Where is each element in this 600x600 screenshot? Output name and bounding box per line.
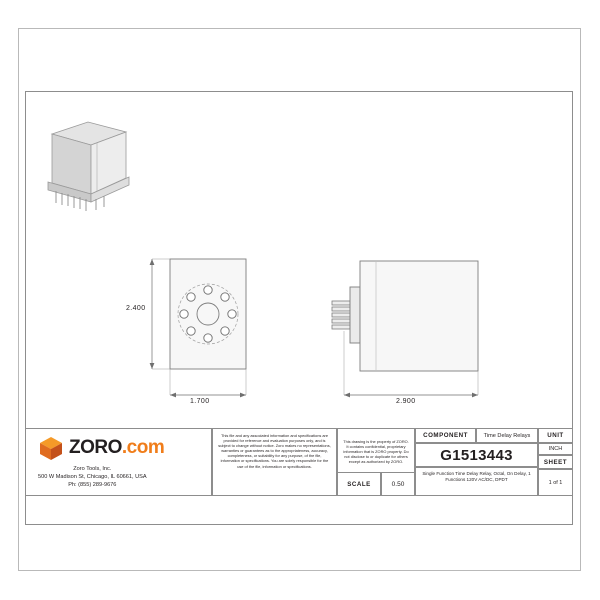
legal-notice-left: This file and any associated information and specifications are provided for reference and evaluation purposes only, and is subject to change without notice. Zoro makes no representations, warranties or guarantees as to the appropriateness, accuracy, completeness, or suitability for any purpose, of the file, information or specifications. You are solely responsible for the use of the file, information or specifications. bbox=[218, 433, 331, 469]
part-description: Single Function Time Delay Relay, Octal, On Delay, 1 Functions 120V AC/DC, DPDT bbox=[422, 471, 531, 483]
dimension-width-label: 1.700 bbox=[190, 398, 210, 405]
sheet-value: 1 of 1 bbox=[538, 469, 573, 496]
scale-value: 0.50 bbox=[381, 472, 415, 496]
legal-notice-left-cell bbox=[212, 428, 337, 496]
zoro-logo-text bbox=[69, 437, 164, 459]
dimension-depth-label: 2.900 bbox=[396, 398, 416, 405]
company-cell bbox=[25, 428, 212, 496]
drawing-sheet bbox=[18, 28, 582, 572]
title-block bbox=[25, 428, 573, 496]
dimension-height-label: 2.400 bbox=[126, 305, 146, 312]
zoro-logo-icon bbox=[38, 435, 64, 461]
side-profile-view bbox=[330, 243, 510, 413]
zoro-wordmark: ZORO bbox=[69, 437, 122, 458]
sheet-label: SHEET bbox=[538, 455, 573, 469]
company-address-block bbox=[38, 465, 147, 489]
component-label: COMPONENT bbox=[415, 428, 476, 443]
company-street: 500 W Madison St, Chicago, IL 60661, USA bbox=[38, 474, 147, 480]
zoro-domain-suffix: .com bbox=[121, 437, 165, 458]
company-name: Zoro Tools, Inc. bbox=[73, 466, 112, 472]
legal-notice-right: This drawing is the property of ZORO. It contains confidential, proprietary information that is ZORO property. Do not disclose to or duplicate for others except as authorized by ZORO. bbox=[343, 439, 409, 465]
zoro-logo bbox=[38, 435, 164, 461]
scale-label: SCALE bbox=[337, 472, 381, 496]
isometric-relay-view bbox=[34, 106, 144, 216]
company-phone: Ph: (855) 289-9676 bbox=[68, 482, 117, 488]
part-number: G1513443 bbox=[415, 443, 538, 467]
unit-label: UNIT bbox=[538, 428, 573, 443]
component-value: Time Delay Relays bbox=[476, 428, 538, 443]
unit-value: INCH bbox=[538, 443, 573, 455]
bottom-pin-view bbox=[126, 243, 278, 413]
description-cell bbox=[415, 467, 538, 496]
